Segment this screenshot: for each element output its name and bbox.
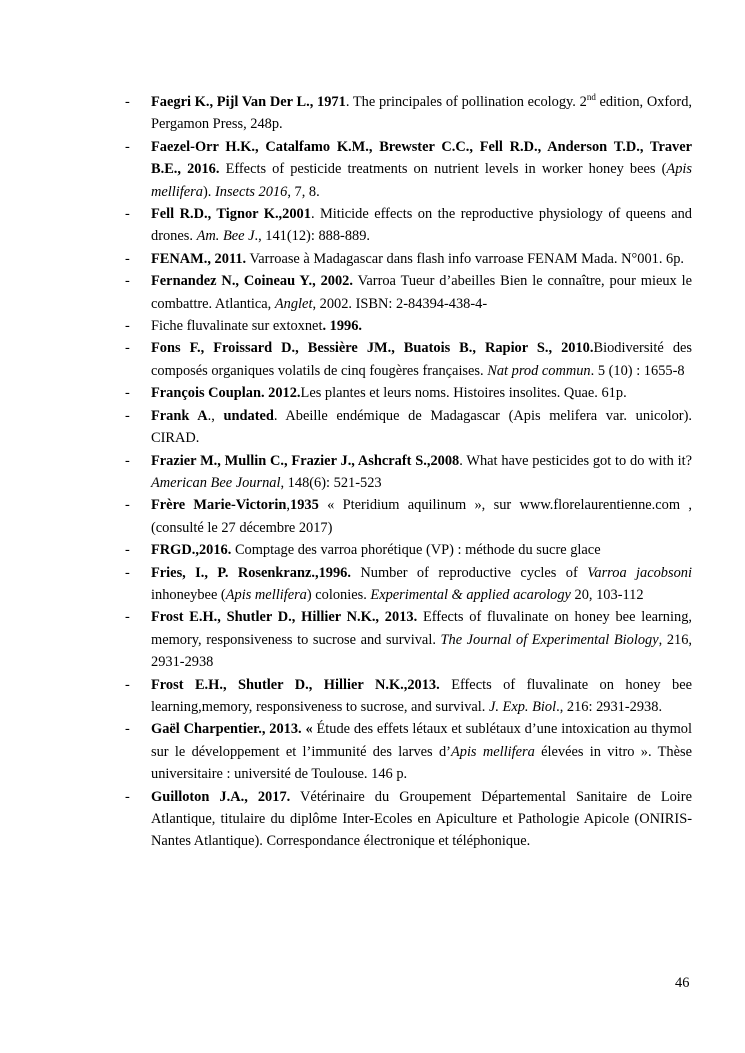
reference-text-run: Fries, I., P. Rosenkranz.,1996. [151,564,351,581]
reference-text-run: FENAM., 2011. [151,250,247,267]
reference-text-run: , 7, 8. [287,183,320,200]
reference-text-run: Comptage des varroa phorétique (VP) : méthode du sucre glace [231,542,601,559]
reference-list [125,91,692,853]
reference-text-run: 20, 103-112 [570,586,644,603]
reference-text-run: Effects of pesticide treatments on nutrient levels in worker honey bees ( [219,161,667,178]
reference-text-run: Apis mellifera [151,161,692,200]
reference-text-run: undated [223,407,274,424]
list-bullet: - [125,318,130,335]
reference-entry [125,203,692,248]
reference-entry [125,718,692,785]
list-bullet: - [125,497,130,514]
reference-entry [125,91,692,136]
list-bullet: - [125,721,130,738]
list-bullet: - [125,250,130,267]
list-bullet: - [125,676,130,693]
reference-text-run: Guilloton J.A., 2017. [151,788,291,805]
page-number: 46 [675,975,690,991]
reference-entry [125,248,692,270]
reference-entry [125,270,692,315]
reference-text-run: . Abeille endémique de Madagascar (Apis melifera var. unicolor). CIRAD. [151,407,692,447]
reference-text-run: , 216, 2931-2938 [151,631,692,671]
reference-text-run: « Pteridium aquilinum », sur www.florelaurentienne.com ,(consulté le 27 décembre 2017) [151,497,692,536]
reference-entry [125,786,692,853]
reference-text-run: Biodiversité des composés organiques volatils de cinq fougères françaises. [151,340,692,379]
list-bullet: - [125,407,130,424]
reference-entry [125,382,692,404]
reference-entry [125,450,692,495]
reference-text-run: Fiche fluvalinate sur extoxnet [151,318,323,335]
reference-text-run: Étude des effets létaux et sublétaux d’une intoxication au thymol sur le développement et l’immunité des larves d’ [151,721,692,760]
reference-text-run: Varroa jacobsoni [587,564,692,581]
reference-entry [125,136,692,203]
reference-text-run: Faegri K., Pijl Van Der L., 1971 [151,94,346,110]
reference-text-run: Apis mellifera [225,586,307,603]
reference-entry [125,562,692,607]
reference-entry [125,494,692,539]
reference-entry [125,315,692,337]
reference-text-run: Faezel-Orr H.K., Catalfamo K.M., Brewster C.C., Fell R.D., Anderson T.D., Traver B.E., 2016. [151,138,692,178]
reference-text-run: Frazier M., Mullin C., Frazier J., Ashcraft S.,2008 [151,452,460,469]
reference-text-run: ). [202,183,215,200]
list-bullet: - [125,94,130,110]
reference-text-run: The Journal of Experimental Biology [440,631,659,648]
reference-text-run: ., 216: 2931-2938. [556,698,663,715]
list-bullet: - [125,385,130,402]
reference-text-run: , [286,497,290,514]
reference-text-run: . Miticide effects on the reproductive physiology of queens and drones. [151,206,693,245]
reference-text-run: American Bee Journal [151,474,281,491]
reference-entry [125,405,692,450]
reference-text-run: Insects 2016 [214,183,288,200]
list-bullet: - [125,609,130,626]
reference-text-run: , 148(6): 521-523 [280,474,382,491]
reference-text-run: Am. Bee J [196,228,255,245]
reference-text-run: 1935 [290,497,319,514]
reference-text-run: Varroase à Madagascar dans flash info varroase FENAM Mada. N°001. 6p. [246,250,685,267]
list-bullet: - [125,340,130,357]
reference-text-run: ) colonies. [306,586,371,603]
reference-text-run: Number of reproductive cycles of [350,564,588,581]
reference-text-run: ., [207,407,224,424]
reference-text-run: Effects of fluvalinate on honey bee learning,memory, responsiveness to sucrose, and survival. [151,676,692,715]
reference-text-run: , 2002. ISBN: 2-84394-438-4- [312,295,488,312]
reference-text-run: Anglet [274,295,313,312]
reference-text-run: Nat prod commun [487,362,591,379]
reference-text-run: Varroa Tueur d’abeilles Bien le connaître, pour mieux le combattre. Atlantica, [151,273,692,312]
reference-text-run: . The principales of pollination ecology. 2 [345,94,587,110]
list-bullet: - [125,273,130,290]
list-bullet: - [125,452,130,469]
reference-text-run: Vétérinaire du Groupement Départemental Sanitaire de Loire Atlantique, titulaire du diplôme Inter-Ecoles en Apiculture et Pathologie Apicole (ONIRIS-Nantes Atlantique). Correspondance électronique et téléphonique. [151,788,692,850]
list-bullet: - [125,564,130,581]
reference-text-run: Frank A [151,407,208,424]
list-bullet: - [125,138,130,155]
list-bullet: - [125,542,130,559]
list-bullet: - [125,788,130,805]
reference-text-run: Gaël Charpentier., 2013. « [151,721,313,738]
reference-text-run: élevées in vitro ». Thèse universitaire : université de Toulouse. 146 p. [151,743,692,783]
list-bullet: - [125,206,130,223]
reference-text-run: François Couplan. 2012. [151,385,301,402]
reference-text-run: Frost E.H., Shutler D., Hillier N.K., 2013. [151,609,418,626]
reference-text-run: . 5 (10) : 1655-8 [590,362,685,379]
reference-entry [125,539,692,561]
reference-text-run: FRGD.,2016. [151,542,232,559]
reference-text-run: . 1996. [322,318,363,335]
reference-text-run: Frère Marie-Victorin [151,497,287,514]
reference-text-run: ., 141(12): 888-889. [254,228,371,245]
reference-text-run: Frost E.H., Shutler D., Hillier N.K.,2013. [151,676,440,693]
reference-entry [125,674,692,719]
reference-text-run: edition, Oxford, Pergamon Press, 248p. [151,94,693,133]
reference-text-run: Apis mellifera [450,743,535,760]
reference-text-run: Fons F., Froissard D., Bessière JM., Buatois B., Rapior S., 2010. [151,340,594,357]
reference-text-run: Fell R.D., Tignor K.,2001 [151,206,311,223]
reference-text-run: Fernandez N., Coineau Y., 2002. [151,273,353,290]
reference-text-run: J. Exp. Biol [488,698,557,715]
reference-text-run: Les plantes et leurs noms. Histoires insolites. Quae. 61p. [300,385,627,402]
reference-text-run: . What have pesticides got to do with it? [459,452,692,469]
reference-text-run: nd [586,92,596,102]
reference-text-run: inhoneybee ( [151,586,226,603]
reference-entry [125,606,692,673]
reference-text-run: Effects of fluvalinate on honey bee learning, memory, responsiveness to sucrose and survival. [151,609,692,648]
reference-text-run: Experimental & applied acarology [370,586,571,603]
reference-entry [125,337,692,382]
